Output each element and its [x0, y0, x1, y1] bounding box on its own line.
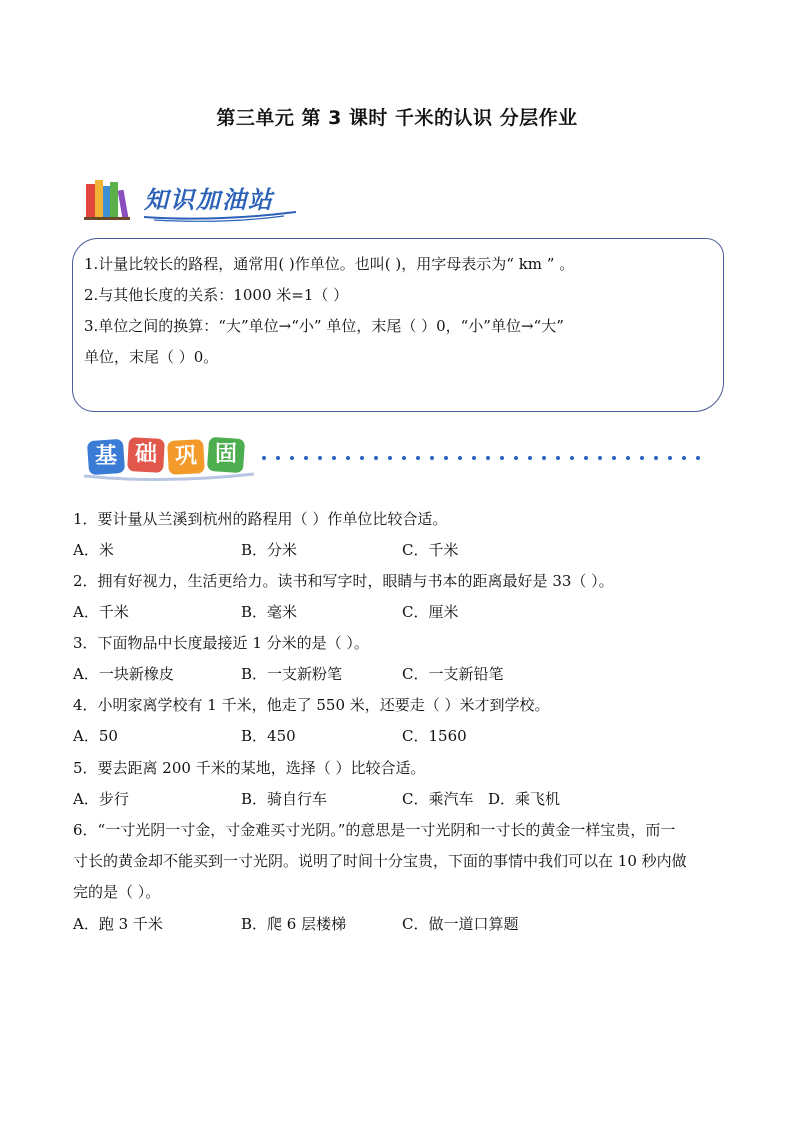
q5-option-d: D．乘飞机: [488, 790, 561, 808]
knowledge-line-4: 单位，末尾（ ）0。: [84, 348, 219, 366]
q2-option-c: C．厘米: [402, 603, 459, 621]
q2-option-a: A．千米: [73, 603, 129, 621]
knowledge-line-3: 3.单位之间的换算：“大”单位→“小” 单位，末尾（ ）0，“小”单位→“大”: [84, 317, 564, 335]
banner-char-text-1: 基: [94, 444, 117, 469]
q6-option-a: A．跑 3 千米: [73, 915, 163, 933]
q2-option-b: B．毫米: [241, 603, 298, 621]
knowledge-line-1: 1.计量比较长的路程，通常用( )作单位。也叫( )，用字母表示为“ km ” 。: [84, 255, 575, 273]
page-title: 第三单元 第 3 课时 千米的认识 分层作业: [216, 107, 578, 129]
q3-option-b: B．一支新粉笔: [241, 665, 343, 683]
banner-title: 知识加油站: [144, 186, 274, 214]
question-3: 3．下面物品中长度最接近 1 分米的是（ ）。: [73, 634, 369, 652]
q1-option-a: A．米: [73, 541, 114, 559]
banner-char-text-2: 础: [134, 442, 157, 467]
q4-option-c: C．1560: [402, 727, 467, 745]
q1-option-b: B．分米: [241, 541, 298, 559]
q6-option-b: B．爬 6 层楼梯: [241, 915, 347, 933]
question-5: 5．要去距离 200 千米的某地，选择（ ）比较合适。: [73, 759, 426, 777]
q4-option-a: A．50: [73, 727, 118, 745]
q3-option-c: C．一支新铅笔: [402, 665, 504, 683]
q5-option-a: A．步行: [73, 790, 129, 808]
question-2: 2．拥有好视力，生活更给力。读书和写字时，眼睛与书本的距离最好是 33（ ）。: [73, 572, 614, 590]
q3-option-a: A．一块新橡皮: [73, 665, 174, 683]
basic-consolidation-banner: [84, 434, 714, 484]
q5-option-b: B．骑自行车: [241, 790, 328, 808]
q1-option-c: C．千米: [402, 541, 459, 559]
q4-option-b: B．450: [241, 727, 296, 745]
q5-option-c: C．乘汽车: [402, 790, 474, 808]
banner-char-text-3: 巩: [174, 444, 197, 469]
knowledge-station-banner: [84, 176, 304, 224]
knowledge-line-2: 2.与其他长度的关系：1000 米=1（ ）: [84, 286, 349, 304]
banner-char-text-4: 固: [214, 442, 237, 467]
question-1: 1．要计量从兰溪到杭州的路程用（ ）作单位比较合适。: [73, 510, 448, 528]
q6-option-c: C．做一道口算题: [402, 915, 519, 933]
question-4: 4．小明家离学校有 1 千米，他走了 550 米，还要走（ ）米才到学校。: [73, 696, 550, 714]
question-6-line-2: 寸长的黄金却不能买到一寸光阴。说明了时间十分宝贵，下面的事情中我们可以在 10 秒内做: [73, 852, 687, 870]
question-6-line-1: 6．“一寸光阴一寸金，寸金难买寸光阴。”的意思是一寸光阴和一寸长的黄金一样宝贵，而一: [73, 821, 676, 839]
question-6-line-3: 完的是（ ）。: [73, 883, 161, 901]
